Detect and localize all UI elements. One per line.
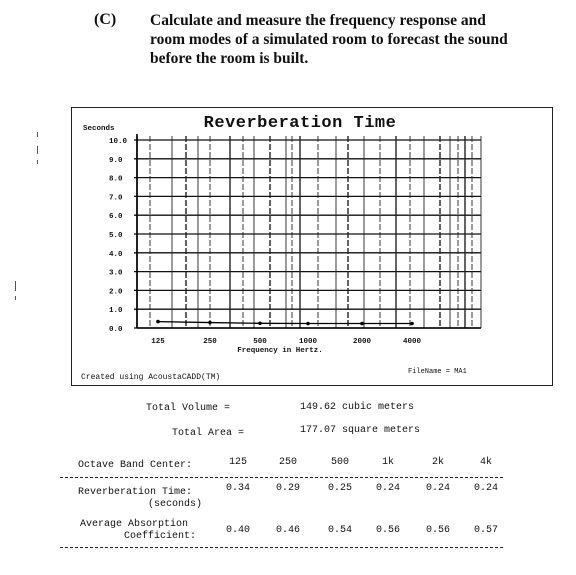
x-tick-label: 500 <box>253 338 267 346</box>
band-cell: 500 <box>330 457 349 468</box>
y-tick-label: 6.0 <box>109 213 123 222</box>
band-cell: 2k <box>431 457 444 468</box>
y-tick-label: 10.0 <box>109 138 128 146</box>
absorption-cell: 0.56 <box>375 525 400 536</box>
table-bottom-rule <box>60 547 503 548</box>
absorption-cell: 0.56 <box>425 525 450 536</box>
x-axis-label: Frequency in Hertz. <box>237 347 323 355</box>
table-divider <box>60 477 503 478</box>
data-point <box>208 321 212 325</box>
chart-filename: FileName = MA1 <box>408 368 467 376</box>
x-tick-label: 4000 <box>402 338 422 346</box>
section-label: (C) <box>94 11 117 28</box>
total-volume-value: 149.62 cubic meters <box>300 402 415 413</box>
total-area-value: 177.07 square meters <box>300 425 421 436</box>
band-cell: 125 <box>228 457 247 468</box>
octave-band-label: Octave Band Center: <box>78 460 193 471</box>
band-cell: 4k <box>479 457 492 468</box>
absorption-cell: 0.54 <box>327 525 352 536</box>
reverberation-time-label: Reverberation Time: <box>78 487 193 498</box>
y-tick-label: 2.0 <box>109 288 123 297</box>
absorption-label: Average Absorption <box>80 519 189 530</box>
y-tick-label: 0.0 <box>109 326 123 334</box>
data-point <box>360 322 364 326</box>
absorption-cell: 0.57 <box>473 525 498 536</box>
y-tick-label: 8.0 <box>109 175 123 184</box>
section-description: Calculate and measure the frequency response and room modes of a simulated room to forecast the sound before the room is built. <box>150 12 508 67</box>
absorption-label-line2: Coefficient: <box>124 531 197 542</box>
chart-title: Reverberation Time <box>203 114 397 133</box>
x-tick-label: 250 <box>203 338 217 346</box>
total-area-label: Total Area = <box>172 428 245 439</box>
data-point <box>410 322 414 326</box>
reverberation-time-cell: 0.24 <box>473 483 498 494</box>
y-axis-label: Seconds <box>83 125 115 133</box>
chart-credit: Created using AcoustaCADD(TM) <box>81 373 221 382</box>
reverberation-time-cell: 0.29 <box>275 483 300 494</box>
reverberation-time-cell: 0.25 <box>327 483 352 494</box>
reverberation-time-cell: 0.34 <box>225 483 250 494</box>
y-tick-label: 4.0 <box>109 250 123 259</box>
y-tick-label: 5.0 <box>109 232 123 240</box>
reverberation-time-cell: 0.24 <box>375 483 400 494</box>
y-tick-label: 9.0 <box>109 156 123 165</box>
data-point <box>156 320 160 324</box>
reverberation-time-cell: 0.24 <box>425 483 450 494</box>
absorption-cell: 0.40 <box>225 525 250 536</box>
data-point <box>258 322 262 326</box>
y-tick-label: 1.0 <box>109 307 123 316</box>
data-point <box>306 322 310 326</box>
total-volume-label: Total Volume = <box>146 403 231 414</box>
band-cell: 250 <box>278 457 297 468</box>
absorption-cell: 0.46 <box>275 525 300 536</box>
y-tick-label: 3.0 <box>109 269 123 278</box>
x-tick-label: 1000 <box>298 338 318 346</box>
series-line <box>158 322 412 324</box>
reverberation-time-unit: (seconds) <box>148 499 203 510</box>
y-tick-label: 7.0 <box>109 194 123 203</box>
band-cell: 1k <box>381 457 394 468</box>
x-tick-label: 125 <box>151 338 165 346</box>
x-tick-label: 2000 <box>352 338 372 346</box>
